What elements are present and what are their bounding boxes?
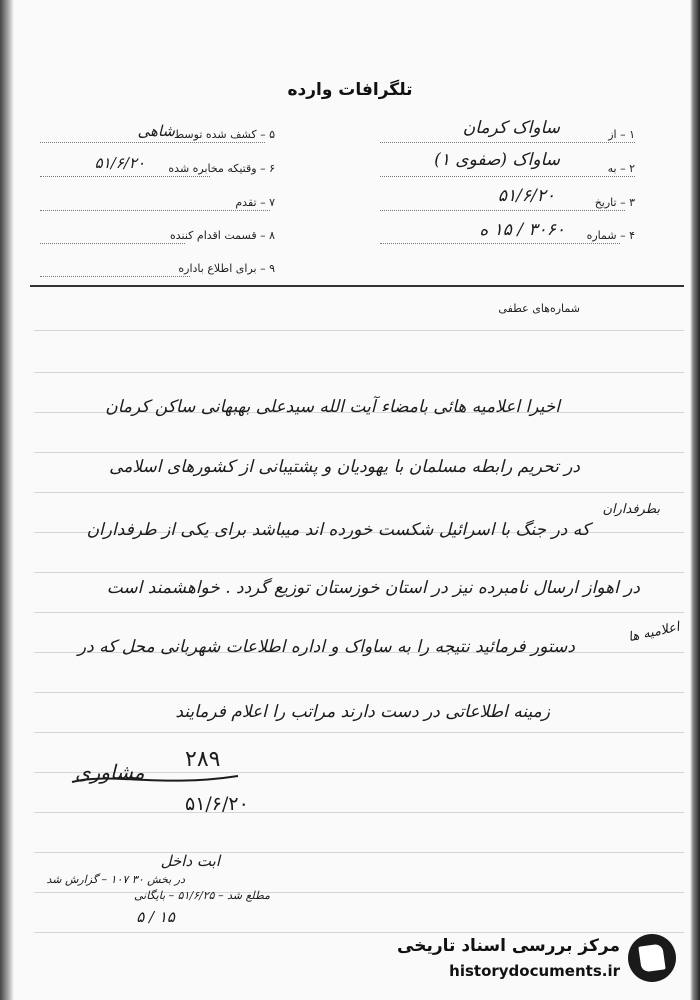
footnote: ابت داخل	[160, 852, 220, 870]
footnote: ۱۵ / ۵	[136, 908, 175, 926]
field-dotted-line	[380, 176, 635, 177]
margin-note: اعلامیه ها	[627, 619, 681, 646]
archive-name: مرکز بررسی اسناد تاریخی	[397, 936, 620, 956]
field-value-number: ۳۰۶۰ / ۱۵ ه	[479, 220, 565, 240]
field-label-date: ۳ – تاریخ	[594, 196, 635, 209]
archive-logo-icon	[628, 934, 676, 982]
field-label-sent-time: ۶ – وقتیکه مخابره شده	[168, 162, 275, 175]
message-line: اخیرا اعلامیه هائی بامضاء آیت الله سیدعلی بهبهانی ساکن کرمان	[105, 397, 560, 417]
field-value-sent-time: ۵۱/۶/۲۰	[94, 154, 145, 172]
field-value-to: ساواک (صفوی ۱)	[434, 150, 560, 170]
field-label-number: ۴ – شماره	[586, 229, 635, 242]
reference-numbers-label: شماره‌های عطفی	[498, 302, 580, 315]
message-line: که در جنگ با اسرائیل شکست خورده اند میباشد برای یکی از طرفداران	[86, 520, 590, 540]
footnote: مطلع شد – ۵۱/۶/۲۵ – بایگانی	[134, 889, 270, 902]
ruled-line	[34, 612, 684, 613]
scan-left-edge	[0, 0, 14, 1000]
field-dotted-line	[380, 210, 625, 211]
signature-underline	[70, 770, 240, 790]
field-dotted-line	[40, 210, 270, 211]
interlinear-note: بطرفداران	[602, 502, 660, 517]
ruled-line	[34, 692, 684, 693]
ruled-line	[34, 492, 684, 493]
signature-date: ۵۱/۶/۲۰	[185, 793, 249, 815]
signature-number: ۲۸۹	[185, 747, 221, 772]
field-label-action-section: ۸ – قسمت اقدام کننده	[169, 229, 275, 242]
field-dotted-line	[40, 142, 265, 143]
archive-watermark	[397, 930, 676, 988]
scan-right-edge	[690, 0, 700, 1000]
message-line: دستور فرمائید نتیجه را به ساواک و اداره اطلاعات شهربانی محل که در	[77, 637, 575, 657]
field-dotted-line	[380, 142, 635, 143]
field-dotted-line	[40, 276, 190, 277]
field-value-date: ۵۱/۶/۲۰	[497, 186, 555, 206]
message-line: در تحریم رابطه مسلمان با یهودیان و پشتیبانی از کشورهای اسلامی	[109, 457, 580, 477]
field-dotted-line	[40, 243, 185, 244]
field-value-decoded-by: شاهی	[137, 122, 175, 140]
message-line: زمینه اطلاعاتی در دست دارند مراتب را اعلام فرمایند	[175, 702, 550, 722]
field-label-to: ۲ – به	[607, 162, 635, 175]
field-label-decoded-by: ۵ – کشف شده توسط	[173, 128, 275, 141]
field-label-from: ۱ – از	[608, 128, 635, 141]
field-dotted-line	[40, 176, 210, 177]
header-separator	[30, 285, 684, 287]
ruled-line	[34, 372, 684, 373]
footnote: در بخش ۳۰ ۱۰۷ – گزارش شد	[46, 873, 185, 886]
field-label-info-to-dept: ۹ – برای اطلاع باداره	[178, 262, 275, 275]
field-label-priority: ۷ – تقدم	[235, 196, 275, 209]
field-dotted-line	[380, 243, 620, 244]
field-value-from: ساواک کرمان	[462, 118, 560, 138]
ruled-line	[34, 812, 684, 813]
ruled-line	[34, 452, 684, 453]
signature-name: مشاوری	[75, 760, 145, 784]
archive-url: historydocuments.ir	[449, 962, 620, 980]
message-line: در اهواز ارسال نامبرده نیز در استان خوزستان توزیع گردد . خواهشمند است	[106, 578, 640, 598]
document-title: تلگرافات وارده	[287, 80, 413, 100]
ruled-line	[34, 852, 684, 853]
ruled-line	[34, 572, 684, 573]
ruled-line	[34, 892, 684, 893]
ruled-line	[34, 732, 684, 733]
ruled-line	[34, 330, 684, 331]
